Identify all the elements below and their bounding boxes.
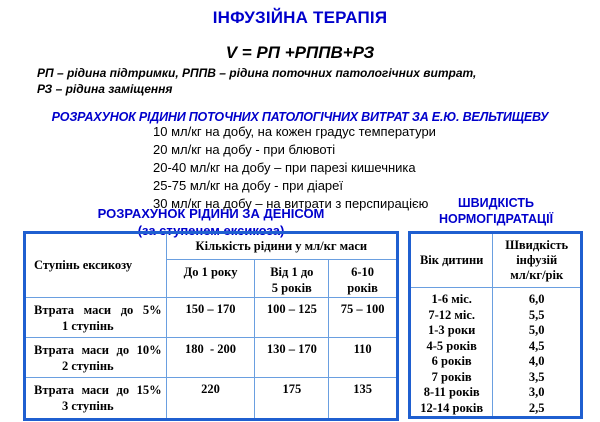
table-cell: 180 - 200 [166,338,255,378]
list-item: 1-6 міс. [431,292,472,306]
denis-title-main: РОЗРАХУНОК РІДИНИ ЗА ДЕНІСОМ [97,206,325,221]
list-item: 3,0 [528,385,545,399]
header-rate-text: інфузій [516,253,558,267]
formula-legend [37,65,476,97]
row-degree: 3 ступінь [62,399,114,413]
list-item: 6 років [431,354,472,368]
table-row [26,298,397,338]
header-rate-text: Швидкість [505,238,569,252]
list-item: 8-11 років [423,385,480,399]
list-item: 7-12 міс. [428,307,476,322]
header-row-label-text: Ступінь ексикозу [34,258,133,272]
header-rate [493,234,581,288]
list-item: 7 років [431,369,472,384]
header-col-under-1 [166,260,255,298]
header-row-label [26,234,167,298]
table-cell: 135 [329,378,397,419]
list-item: 6,0 [528,292,545,306]
header-col-1-5 [255,260,329,298]
legend-line-1: РП – рідина підтримки, РППВ – рідина поточних патологічних витрат, [37,66,477,80]
table-row [26,378,397,419]
list-item: 2,5 [528,400,545,415]
list-item: 12-14 років [420,400,484,415]
age-column [411,288,493,417]
header-group [166,234,396,260]
table-cell: 110 [329,338,397,378]
header-col-text: До 1 року [183,265,238,279]
list-item: 20 мл/кг на добу - при блювоті [153,142,336,157]
header-col-6-10 [329,260,397,298]
row-label [26,298,167,338]
list-item: 4-5 років [426,338,477,353]
row-label [26,378,167,419]
header-rate-text: мл/кг/рік [510,268,564,282]
row-degree: 2 ступінь [62,359,114,373]
header-col-text: 5 років [271,281,312,295]
rate-column [493,288,581,417]
header-col-text: Від 1 до [270,265,314,279]
veltishchev-list [153,123,436,213]
table-cell: 130 – 170 [255,338,329,378]
list-item: 10 мл/кг на добу, на кожен градус температури [153,124,436,139]
table-cell: 175 [255,378,329,419]
header-col-text: 6-10 [351,265,375,279]
table-cell: 220 [166,378,255,419]
row-degree: 1 ступінь [62,319,114,333]
table-cell: 100 – 125 [255,298,329,338]
list-item: 30 мл/кг на добу – на витрати з перспирацією [153,196,429,211]
list-item: 1-3 роки [427,323,476,337]
list-item: 5,5 [528,307,545,322]
row-label-text: Втрата маси до 15% [34,383,162,397]
table-cell: 75 – 100 [329,298,397,338]
row-label [26,338,167,378]
header-age [411,234,493,288]
list-item: 20-40 мл/кг на добу – при парезі кишечника [153,160,416,175]
list-item: 3,5 [528,369,545,384]
normohydration-table [410,233,581,417]
denis-table [25,233,397,419]
list-item: 4,0 [528,354,545,368]
volume-formula: V = РП +РППВ+РЗ [225,43,375,62]
legend-line-2: РЗ – рідина заміщення [37,82,173,96]
normohydration-title [410,195,582,227]
veltishchev-title: РОЗРАХУНОК РІДИНИ ПОТОЧНИХ ПАТОЛОГІЧНИХ ВИТРАТ ЗА Е.Ю. ВЕЛЬТИЩЕВУ [51,110,549,124]
header-age-text: Вік дитини [419,253,484,267]
list-item: 25-75 мл/кг на добу - при діареї [153,178,344,193]
header-group-text: Кількість рідини у мл/кг маси [195,239,368,253]
page-title: ІНФУЗІЙНА ТЕРАПІЯ [212,8,388,27]
row-label-text: Втрата маси до 10% [34,343,162,357]
list-item: 4,5 [528,338,545,353]
table-row [26,338,397,378]
denis-subtitle: (за ступенем ексикоза) [137,223,285,238]
table-cell: 150 – 170 [166,298,255,338]
normohydration-title-line-1: ШВИДКІСТЬ [458,196,534,210]
normohydration-title-line-2: НОРМОГІДРАТАЦІЇ [438,212,554,226]
row-label-text: Втрата маси до 5% [34,303,162,317]
list-item: 5,0 [528,323,545,337]
header-col-text: років [347,281,378,295]
